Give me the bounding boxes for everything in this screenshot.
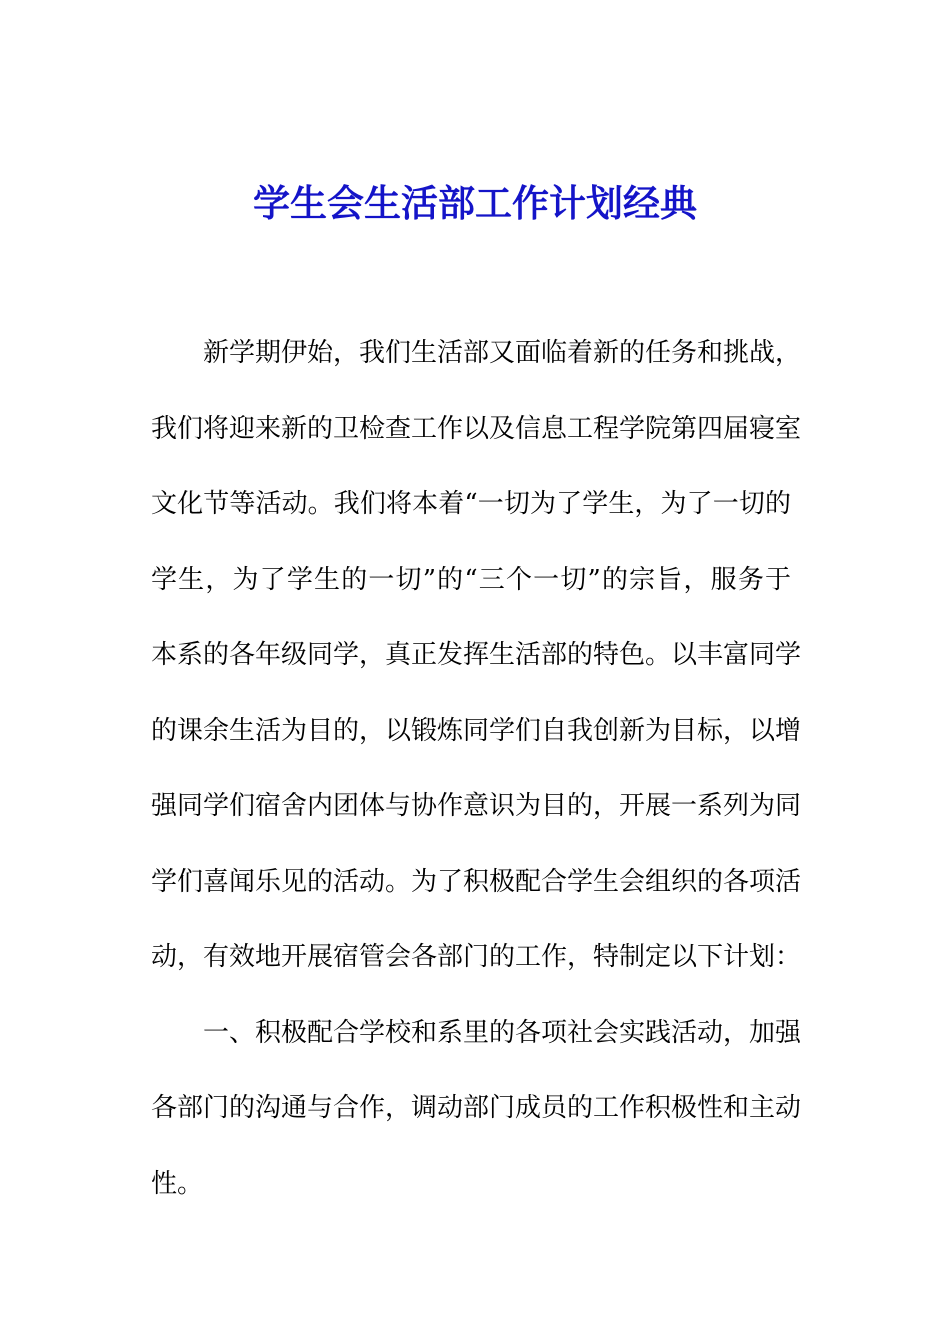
text-line: 强同学们宿舍内团体与协作意识为目的，开展一系列为同 [151, 791, 802, 821]
text-line: 性。 [151, 1168, 204, 1199]
document-title: 学生会生活部工作计划经典 [253, 181, 697, 225]
text-line: 学生，为了学生的一切”的“三个一切”的宗旨，服务于 [151, 564, 791, 595]
text-line: 的课余生活为目的，以锻炼同学们自我创新为目标，以增 [151, 715, 802, 746]
text-line: 我们将迎来新的卫检查工作以及信息工程学院第四届寝室 [151, 413, 802, 444]
text-line: 新学期伊始，我们生活部又面临着新的任务和挑战， [203, 338, 802, 368]
text-line: 各部门的沟通与合作，调动部门成员的工作积极性和主动 [151, 1093, 802, 1123]
text-line: 本系的各年级同学，真正发挥生活部的特色。以丰富同学 [151, 640, 802, 670]
text-line: 动，有效地开展宿管会各部门的工作，特制定以下计划： [151, 942, 802, 972]
text-line: 一、积极配合学校和系里的各项社会实践活动，加强 [203, 1017, 802, 1048]
paragraph-intro [151, 331, 802, 1011]
document-body [151, 331, 802, 1237]
paragraph-item-1 [151, 1011, 802, 1238]
text-line: 文化节等活动。我们将本着“一切为了学生，为了一切的 [151, 489, 791, 519]
text-line: 学们喜闻乐见的活动。为了积极配合学生会组织的各项活 [151, 866, 802, 897]
